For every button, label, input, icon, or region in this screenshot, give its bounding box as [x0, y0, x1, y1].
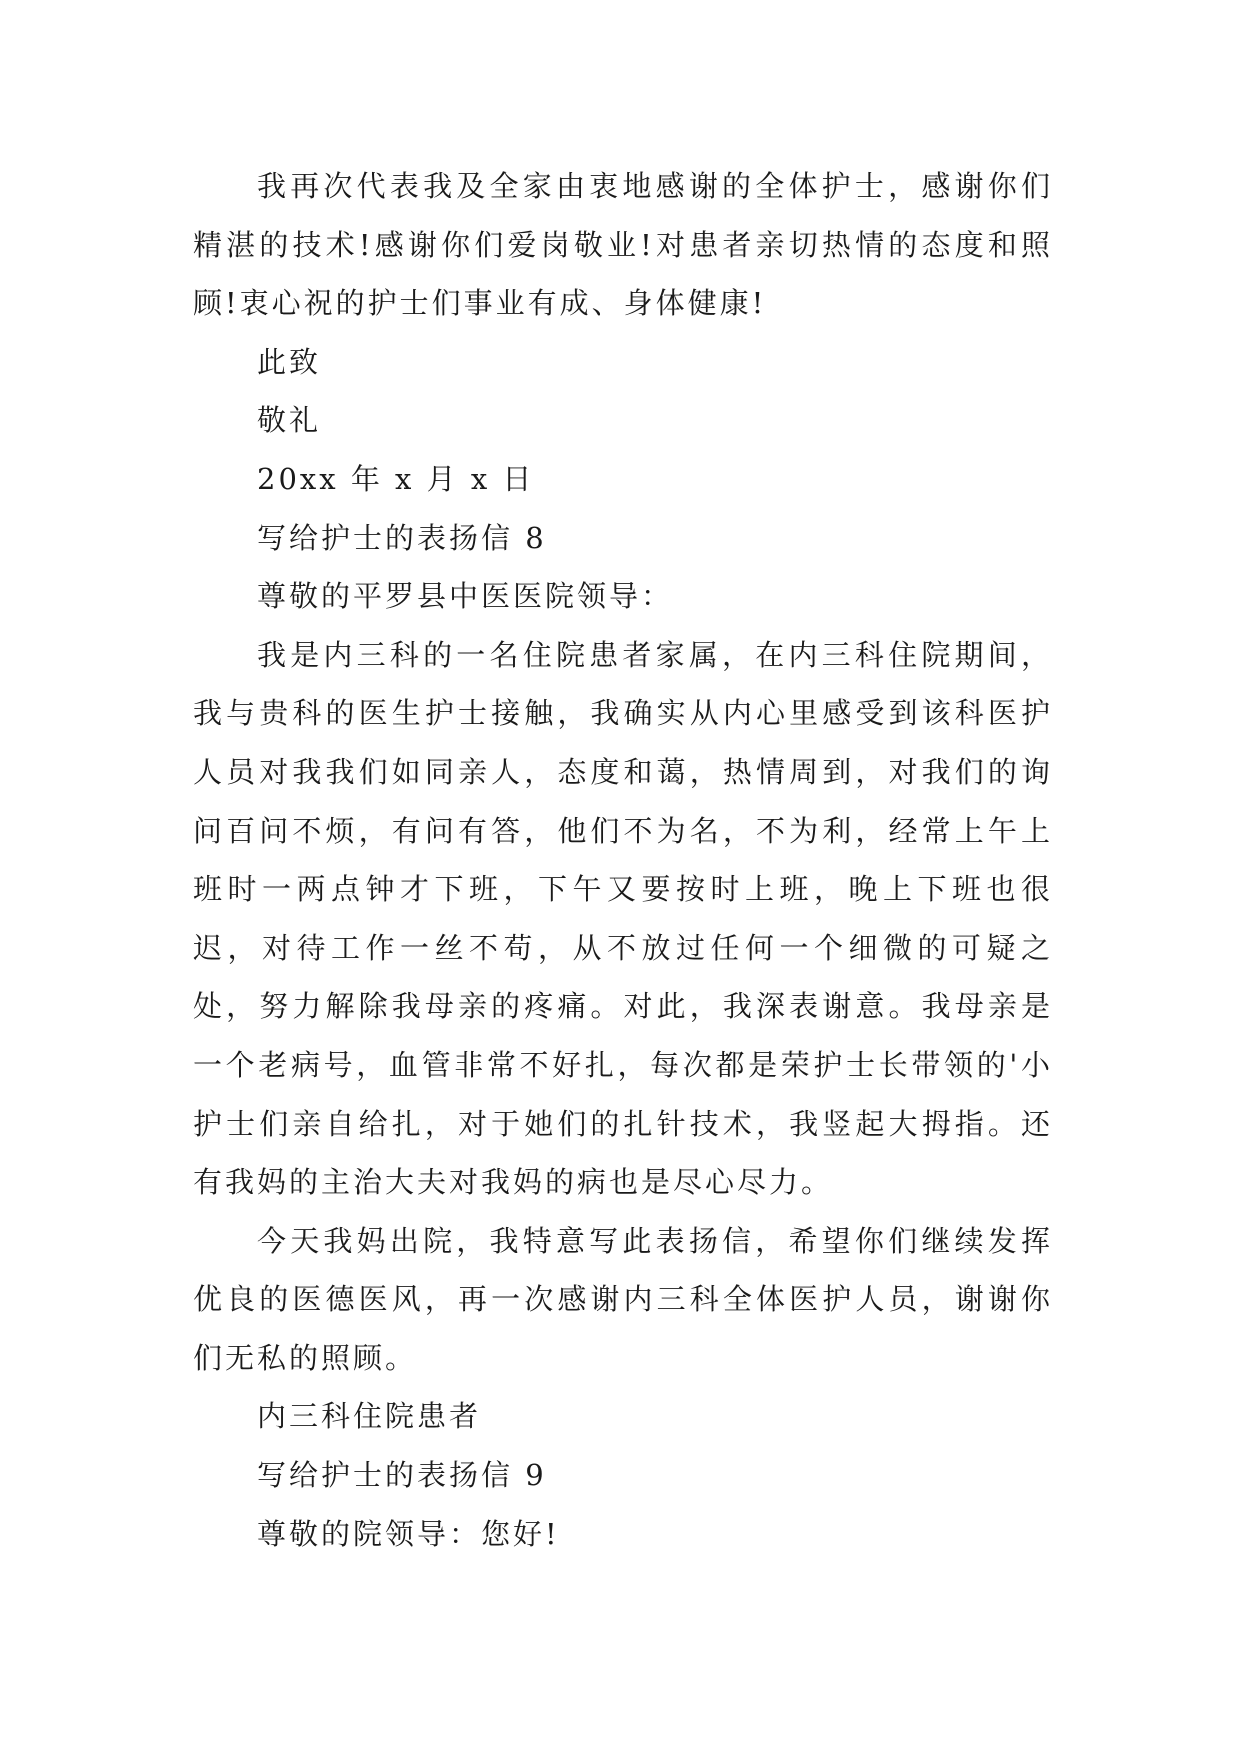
document-body — [193, 157, 1053, 1563]
letter-greeting: 尊敬的平罗县中医医院领导： — [257, 579, 674, 614]
letter-date: 20xx 年 x 月 x 日 — [257, 461, 535, 496]
letter-greeting-9: 尊敬的院领导：您好! — [257, 1516, 560, 1551]
salutation-jingli: 敬礼 — [257, 403, 322, 438]
section-heading-8: 写给护士的表扬信 8 — [257, 520, 547, 555]
paragraph-body-main: 我是内三科的一名住院患者家属，在内三科住院期间，我与贵科的医生护士接触，我确实从内心里感受到该科医护人员对我我们如同亲人，态度和蔼，热情周到，对我们的询问百问不烦，有问有答，他们不为名，不为利，经常上午上班时一两点钟才下班，下午又要按时上班，晚上下班也很迟，对待工作一丝不苟，从不放过任何一个细微的可疑之处，努力解除我母亲的疼痛。对此，我深表谢意。我母亲是一个老病号，血管非常不好扎，每次都是荣护士长带领的'小护士们亲自给扎，对于她们的扎针技术，我竖起大拇指。还有我妈的主治大夫对我妈的病也是尽心尽力。 — [193, 637, 1053, 1200]
paragraph-body-discharge: 今天我妈出院，我特意写此表扬信，希望你们继续发挥优良的医德医风，再一次感谢内三科全体医护人员，谢谢你们无私的照顾。 — [193, 1223, 1053, 1375]
paragraph-closing-thanks: 我再次代表我及全家由衷地感谢的全体护士，感谢你们精湛的技术!感谢你们爱岗敬业!对患者亲切热情的态度和照顾!衷心祝的护士们事业有成、身体健康! — [193, 169, 1053, 321]
section-heading-9: 写给护士的表扬信 9 — [257, 1458, 547, 1493]
letter-signature: 内三科住院患者 — [257, 1399, 482, 1434]
salutation-cizhi: 此致 — [257, 344, 322, 379]
